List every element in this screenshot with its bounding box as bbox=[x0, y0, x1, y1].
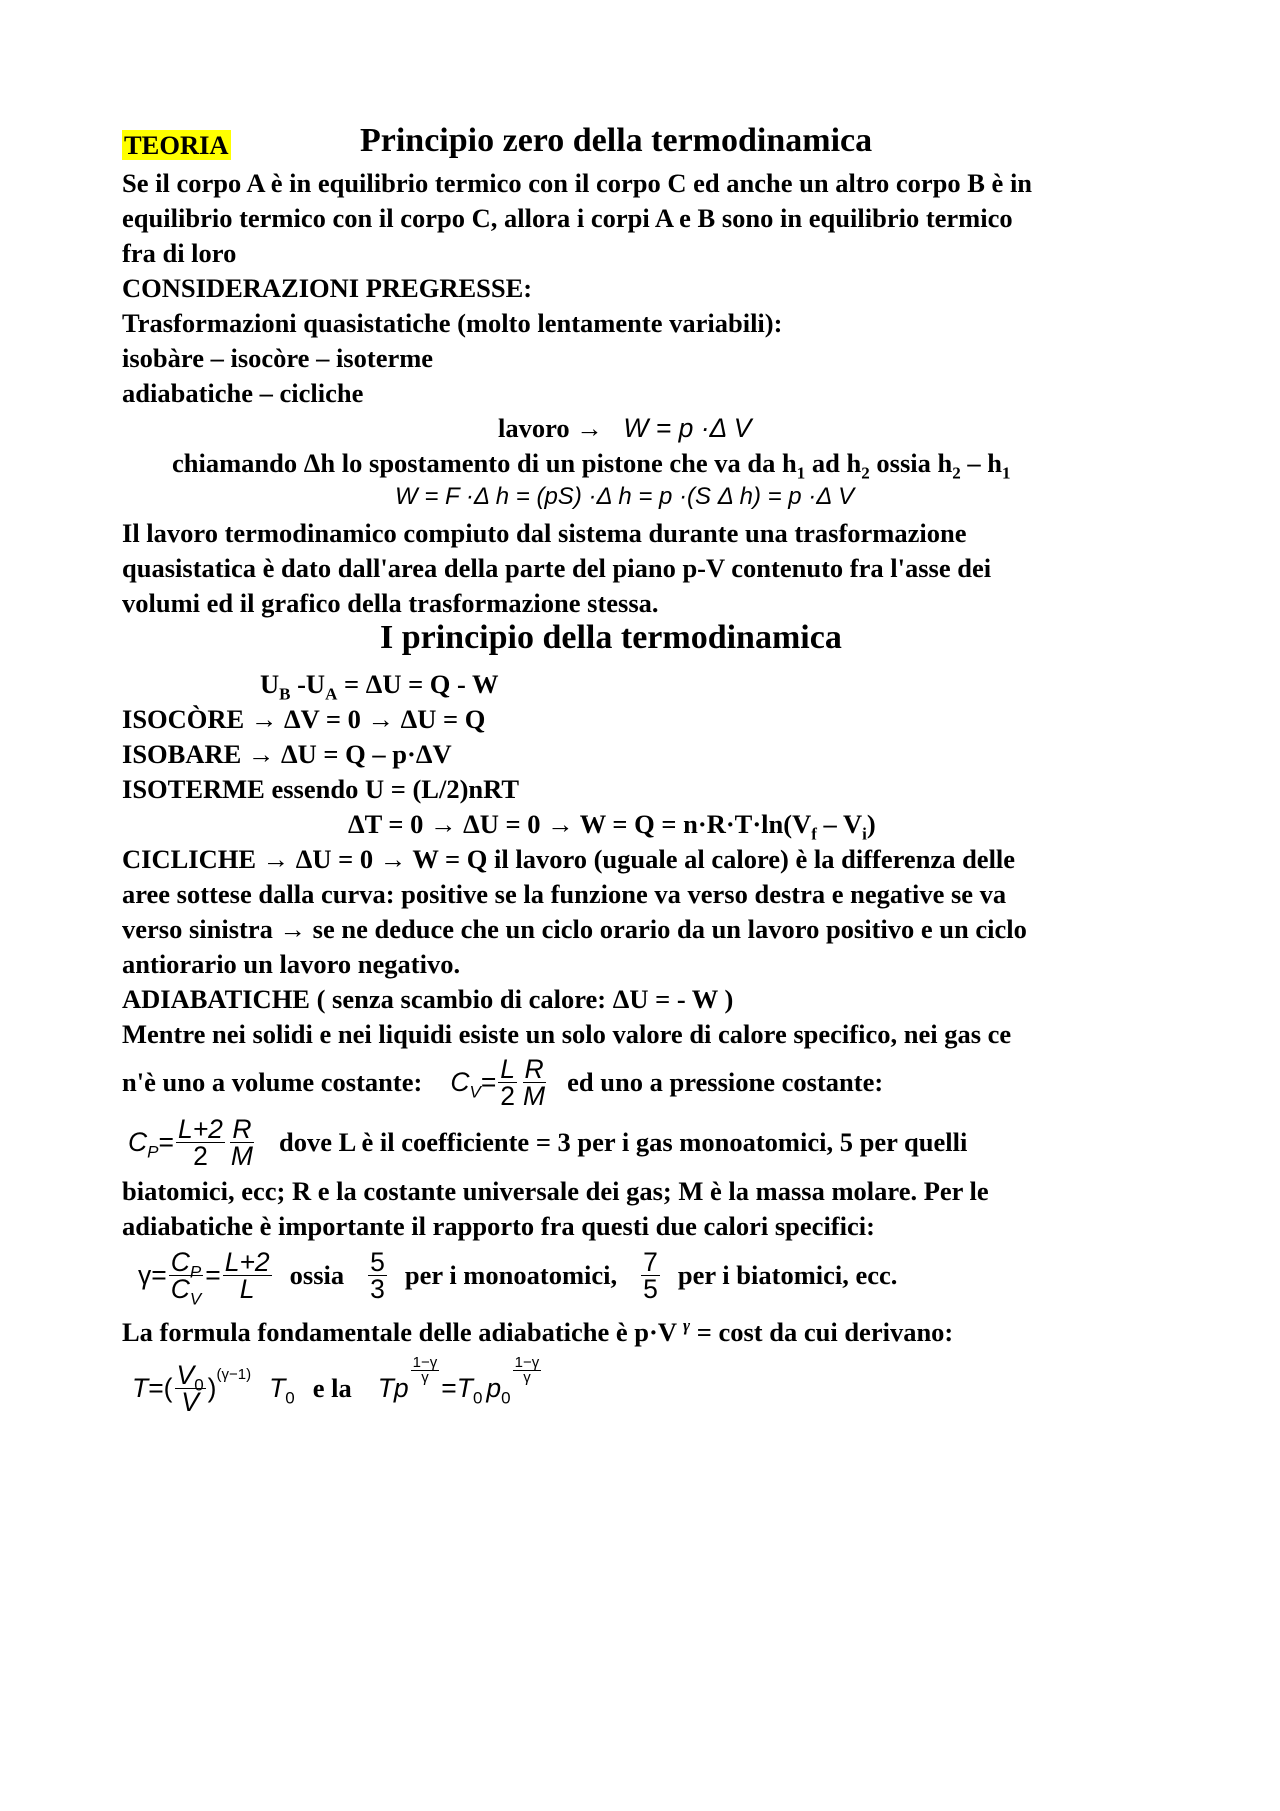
t0-symbol-2: $T_0$ bbox=[456, 1373, 483, 1408]
paren-open: ( bbox=[163, 1373, 173, 1403]
e-la-text: e la bbox=[312, 1373, 352, 1403]
paren-close: ) bbox=[207, 1373, 217, 1403]
work-para-1: Il lavoro termodinamico compiuto dal sistema durante una trasformazione bbox=[122, 518, 967, 548]
cv-text: n'è uno a volume costante: bbox=[122, 1067, 423, 1097]
teoria-tag: TEORIA bbox=[124, 130, 229, 160]
work-label: lavoro → bbox=[498, 413, 603, 443]
frac-7-5: $\frac{7}{5}$ bbox=[643, 1246, 658, 1304]
gamma-line bbox=[122, 1242, 1172, 1308]
cicliche-line-4: antiorario un lavoro negativo. bbox=[122, 949, 461, 979]
exp-frac-1: $\frac{1-\gamma}{\gamma}$ bbox=[412, 1354, 438, 1386]
cv-line bbox=[122, 1052, 1172, 1112]
specific-heat-line-1: Mentre nei solidi e nei liquidi esiste un solo valore di calore specifico, nei gas ce bbox=[122, 1019, 1012, 1049]
adiabatic-formulas bbox=[122, 1352, 1172, 1424]
mono-text: per i monoatomici, bbox=[404, 1260, 618, 1290]
bia-text: per i biatomici, ecc. bbox=[677, 1260, 898, 1290]
cv-frac-1: $\frac{L}{2}$ bbox=[500, 1053, 516, 1111]
adiabatiche-line: ADIABATICHE ( senza scambio di calore: ΔU = - W ) bbox=[122, 984, 734, 1014]
intro-line-4: CONSIDERAZIONI PREGRESSE: bbox=[122, 273, 533, 303]
isocore-line: ISOCÒRE → ΔV = 0 → ΔU = Q bbox=[122, 704, 486, 734]
cv-symbol: $C_V$ bbox=[450, 1067, 481, 1102]
specific-heat-line-4: biatomici, ecc; R e la costante universale dei gas; M è la massa molare. Per le bbox=[122, 1176, 989, 1206]
sub-i: i bbox=[862, 824, 867, 844]
intro-line-6: isobàre – isocòre – isoterme bbox=[122, 343, 434, 373]
gamma-eq-1: = bbox=[151, 1260, 167, 1290]
cp-frac-2: $\frac{R}{M}$ bbox=[230, 1113, 253, 1171]
intro-line-2: equilibrio termico con il corpo C, allora i corpi A e B sono in equilibrio termico bbox=[122, 203, 1013, 233]
isobare-line: ISOBARE → ΔU = Q – p·ΔV bbox=[122, 739, 452, 769]
t-symbol: T bbox=[132, 1373, 149, 1403]
piston-mid-2: ossia h bbox=[869, 448, 953, 478]
cp-eq: = bbox=[158, 1127, 174, 1157]
piston-mid-3: – h bbox=[960, 448, 1002, 478]
sub-f: f bbox=[811, 824, 817, 844]
frac-5-3: $\frac{5}{3}$ bbox=[370, 1246, 385, 1304]
page-title: Principio zero della termodinamica bbox=[360, 122, 873, 159]
ossia-text: ossia bbox=[289, 1260, 345, 1290]
t0-symbol: $T_0$ bbox=[269, 1373, 295, 1408]
piston-mid-1: ad h bbox=[805, 448, 862, 478]
cicliche-line-2: aree sottese dalla curva: positive se la funzione va verso destra e negative se va bbox=[122, 879, 1007, 909]
sub-1: 1 bbox=[796, 463, 806, 483]
work-formula-2: W = F ·Δ h = (pS) ·Δ h = p ·(S Δ h) = p ·Δ V bbox=[395, 483, 855, 510]
sub-2b: 2 bbox=[952, 463, 961, 483]
work-para-2: quasistatica è dato dall'area della parte del piano p-V contenuto fra l'asse dei bbox=[122, 553, 992, 583]
gamma-symbol: γ bbox=[138, 1260, 152, 1290]
specific-heat-line-5: adiabatiche è importante il rapporto fra questi due calori specifici: bbox=[122, 1211, 875, 1241]
cp-line bbox=[122, 1110, 1172, 1174]
piston-text: chiamando Δh lo spostamento di un pistone che va da h bbox=[172, 448, 797, 478]
gamma-frac-1: $\frac{C_P}{C_V}$ bbox=[170, 1246, 202, 1308]
tp-eq: = bbox=[441, 1373, 457, 1403]
piston-line bbox=[172, 446, 1172, 483]
gamma-frac-2: $\frac{L+2}{L}$ bbox=[224, 1246, 270, 1304]
fundamental-line bbox=[122, 1315, 1162, 1349]
eq-sub-a: A bbox=[325, 684, 338, 704]
eq-close: ) bbox=[866, 809, 876, 839]
v0-over-v: $\frac{V_0}{V}$ bbox=[176, 1359, 204, 1417]
cv-frac-2: $\frac{R}{M}$ bbox=[523, 1053, 546, 1111]
eq-sub-b: B bbox=[279, 684, 291, 704]
tp-symbol: Tp bbox=[377, 1373, 409, 1403]
cicliche-line-3: verso sinistra → se ne deduce che un ciclo orario da un lavoro positivo e un ciclo bbox=[122, 914, 1027, 944]
t-eq: = bbox=[148, 1373, 164, 1403]
cv-eq: = bbox=[480, 1067, 497, 1097]
eq-dash: – V bbox=[816, 809, 863, 839]
first-principle-eq bbox=[260, 667, 760, 704]
work-para-3: volumi ed il grafico della trasformazione stessa. bbox=[122, 588, 659, 618]
cp-intro-text: ed uno a pressione costante: bbox=[567, 1067, 884, 1097]
sub-1b: 1 bbox=[1002, 463, 1011, 483]
sub-2: 2 bbox=[861, 463, 870, 483]
intro-line-5: Trasformazioni quasistatiche (molto lentamente variabili): bbox=[122, 308, 783, 338]
cp-frac-1: $\frac{L+2}{2}$ bbox=[177, 1113, 223, 1171]
gamma-eq-2: = bbox=[205, 1260, 221, 1290]
cp-text: dove L è il coefficiente = 3 per i gas monoatomici, 5 per quelli bbox=[279, 1127, 968, 1157]
exp-frac-2: $\frac{1-\gamma}{\gamma}$ bbox=[514, 1354, 540, 1386]
isoterme-line: ISOTERME essendo U = (L/2)nRT bbox=[122, 774, 520, 804]
cp-symbol: $C_P$ bbox=[128, 1127, 159, 1162]
section-title: I principio della termodinamica bbox=[380, 619, 842, 656]
work-formula: W = p ·Δ V bbox=[623, 413, 752, 443]
intro-line-3: fra di loro bbox=[122, 238, 237, 268]
eq-rest: = ΔU = Q - W bbox=[337, 669, 499, 699]
isoterme-eq-text: ΔT = 0 → ΔU = 0 → W = Q = n·R·T·ln(V bbox=[348, 809, 812, 839]
work-line bbox=[498, 411, 998, 445]
eq-mid: -U bbox=[290, 669, 326, 699]
isoterme-eq bbox=[348, 807, 1048, 844]
p0-symbol: $p_0$ bbox=[486, 1373, 511, 1408]
intro-line-1: Se il corpo A è in equilibrio termico con il corpo C ed anche un altro corpo B è in bbox=[122, 168, 1033, 198]
fundamental-text: La formula fondamentale delle adiabatiche è p·V $^\gamma$ = cost da cui derivano: bbox=[122, 1316, 954, 1347]
intro-line-7: adiabatiche – cicliche bbox=[122, 378, 364, 408]
eq-u: U bbox=[260, 669, 280, 699]
cicliche-line-1: CICLICHE → ΔU = 0 → W = Q il lavoro (uguale al calore) è la differenza delle bbox=[122, 844, 1016, 874]
exp-gamma-1: (γ−1) bbox=[216, 1366, 252, 1383]
